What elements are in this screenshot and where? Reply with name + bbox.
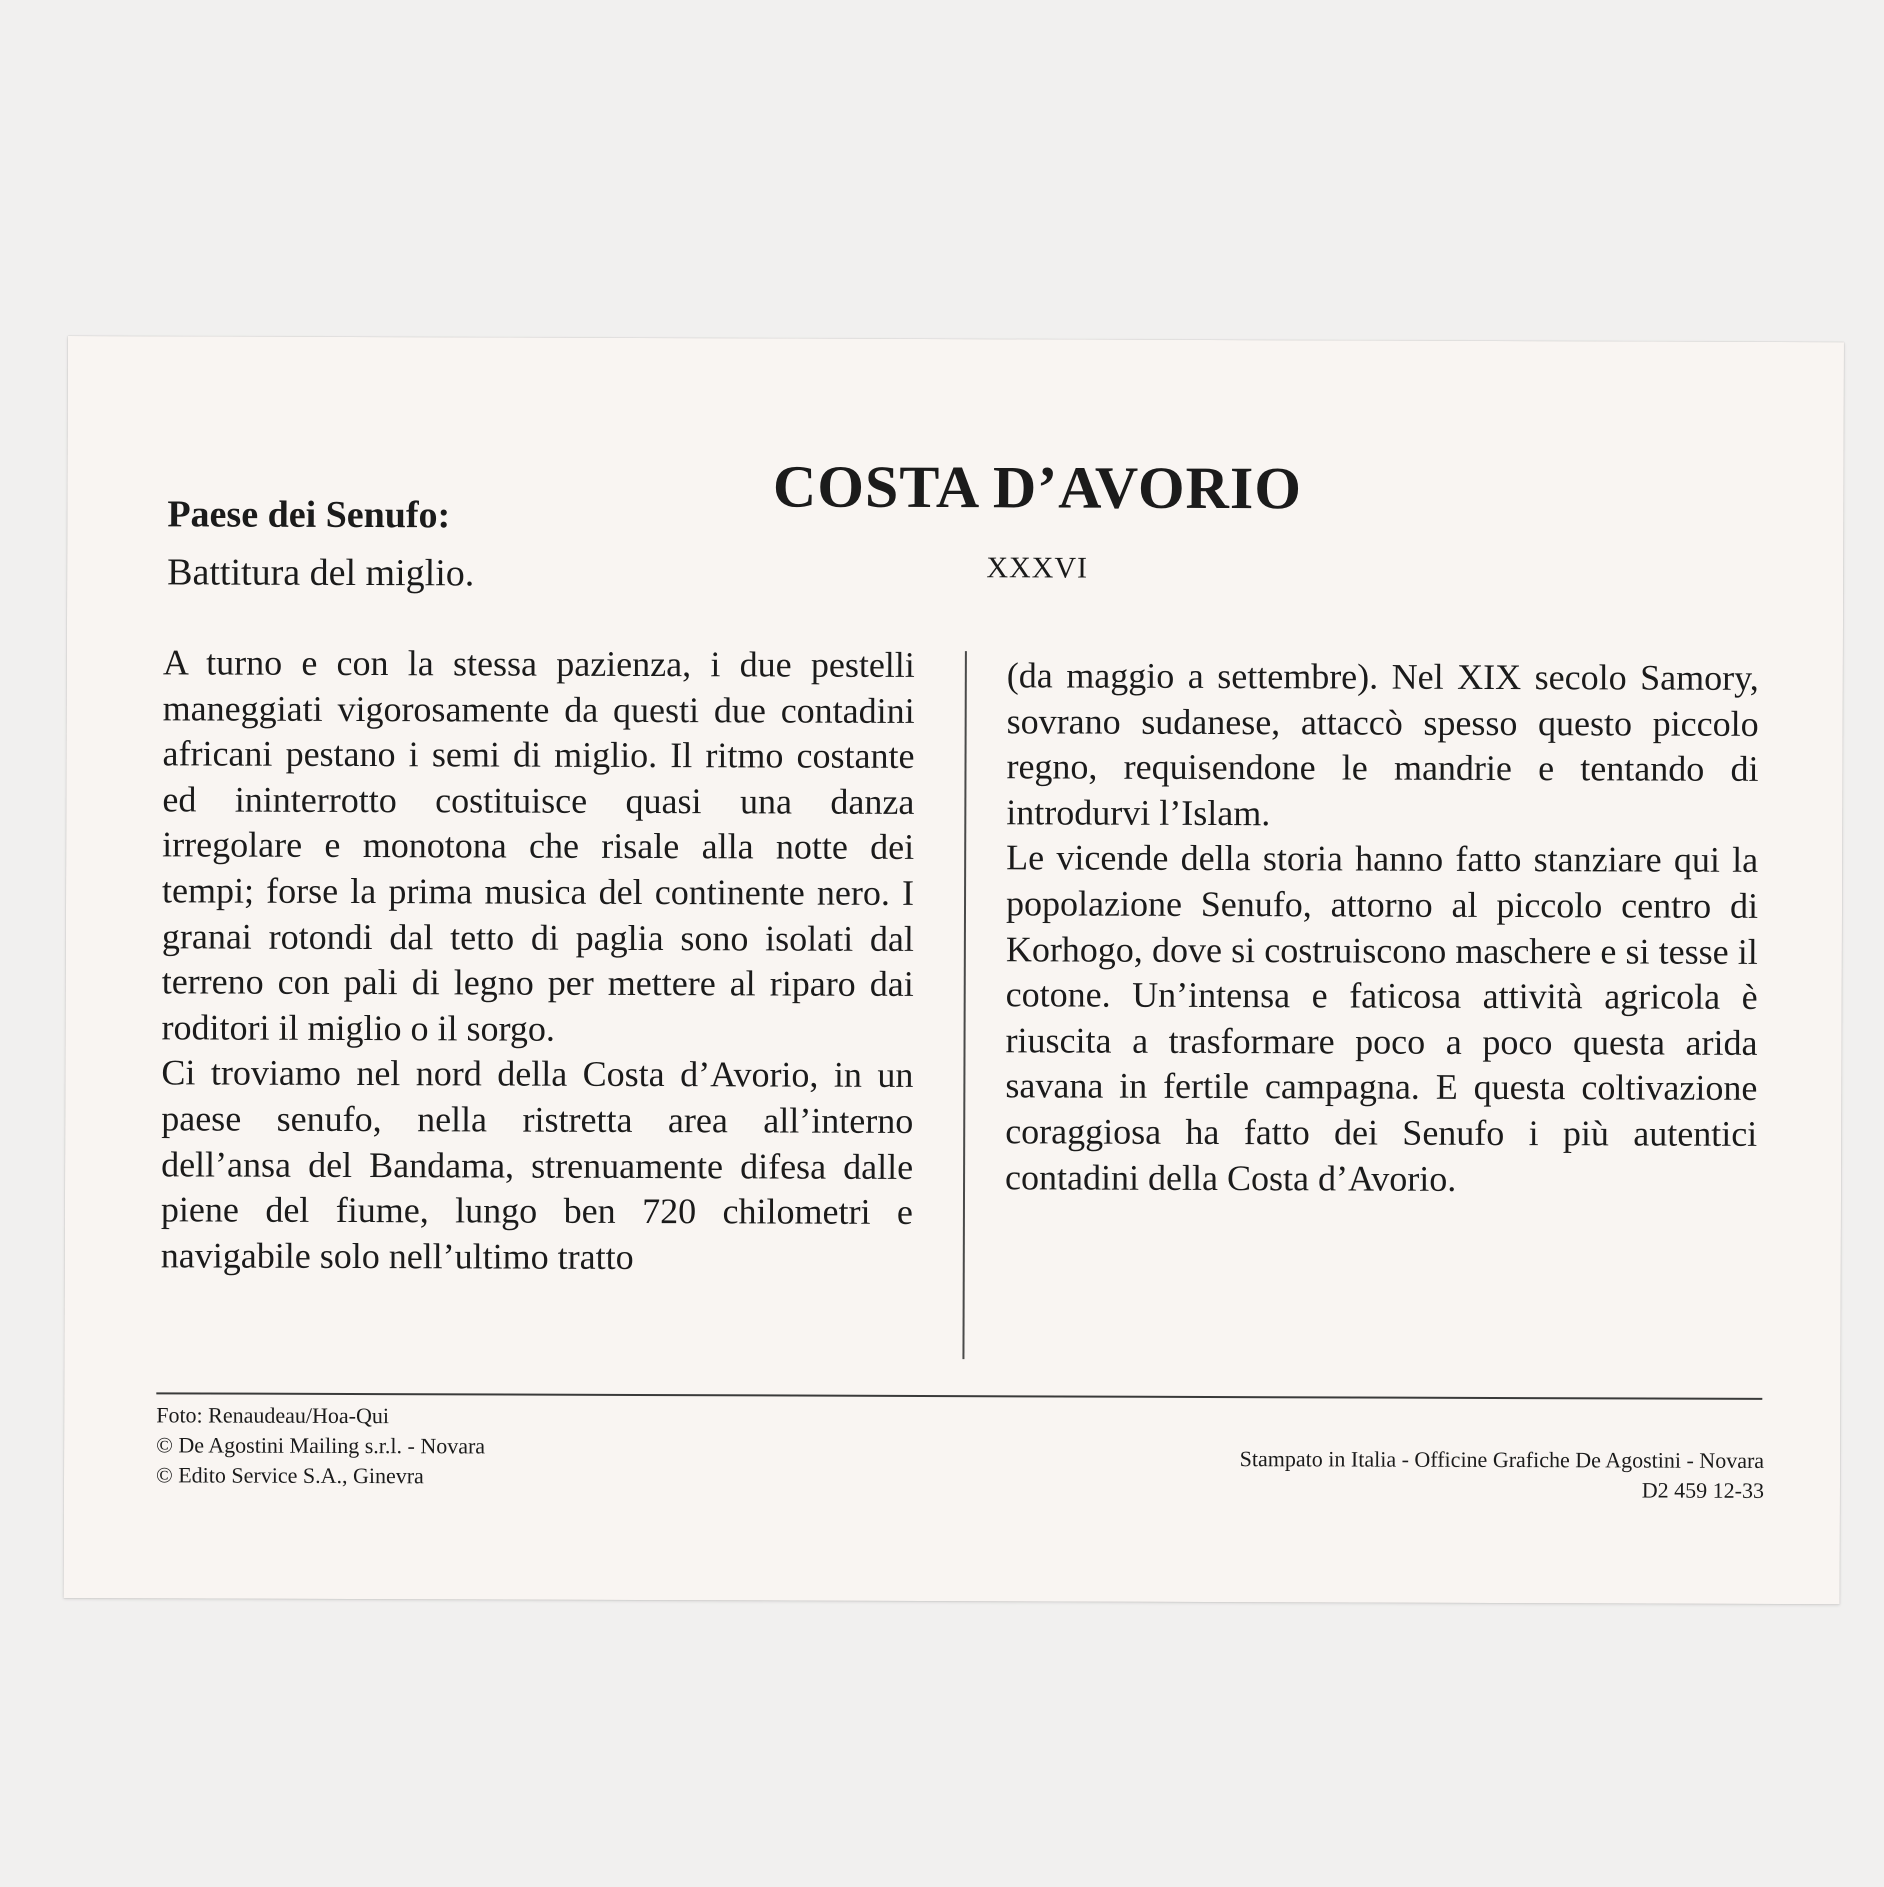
text-column-right <box>1005 653 1759 1203</box>
credits <box>156 1400 485 1491</box>
printer-line: Stampato in Italia - Officine Grafiche De Agostini - Novara <box>1239 1446 1765 1473</box>
series-number: XXXVI <box>986 551 1089 585</box>
imprint <box>1240 1444 1765 1506</box>
paragraph: A turno e con la stessa pazienza, i due pestelli maneggiati vigorosamente da questi due contadini africani pestano i semi di miglio. Il ritmo costante ed ininterrotto costituisce quasi una danza irregolare e monotona che risale alla notte dei tempi; forse la prima musica del continente nero. I granai rotondi dal tetto di paglia sono isolati dal terreno con pali di legno per mettere al riparo dai roditori il miglio o il sorgo. <box>161 642 915 1049</box>
text-column-left <box>161 640 915 1281</box>
photo-credit: Foto: Renaudeau/Hoa-Qui <box>156 1402 390 1429</box>
product-code: D2 459 12-33 <box>1641 1477 1765 1503</box>
column-divider <box>962 651 966 1359</box>
paragraph: (da maggio a settembre). Nel XIX secolo Samory, sovrano sudanese, attaccò spesso questo piccolo regno, requisendone le mandrie e tentando di introdurvi l’Islam. <box>1006 655 1759 833</box>
postcard-back <box>64 336 1844 1604</box>
copyright-line: © De Agostini Mailing s.r.l. - Novara <box>156 1432 486 1459</box>
footer-divider <box>156 1392 1762 1400</box>
subject-heading: Paese dei Senufo: <box>167 493 451 537</box>
copyright-line: © Edito Service S.A., Ginevra <box>155 1462 424 1489</box>
page-title: COSTA D’AVORIO <box>772 453 1303 522</box>
photo-caption: Battitura del miglio. <box>167 551 475 595</box>
paragraph: Le vicende della storia hanno fatto stanziare qui la popolazione Senufo, attorno al piccolo centro di Korhogo, dove si costruiscono maschere e si tesse il cotone. Un’intensa e faticosa attività agricola è riuscita a trasformare poco a poco questa arida savana in fertile campagna. E questa coltivazione coraggiosa ha fatto dei Senufo i più autentici contadini della Costa d’Avorio. <box>1005 837 1759 1199</box>
paragraph: Ci troviamo nel nord della Costa d’Avorio, in un paese senufo, nella ristretta area all’interno dell’ansa del Bandama, strenuamente difesa dalle piene del fiume, lungo ben 720 chilometri e navigabile solo nell’ultimo tratto <box>160 1052 914 1277</box>
